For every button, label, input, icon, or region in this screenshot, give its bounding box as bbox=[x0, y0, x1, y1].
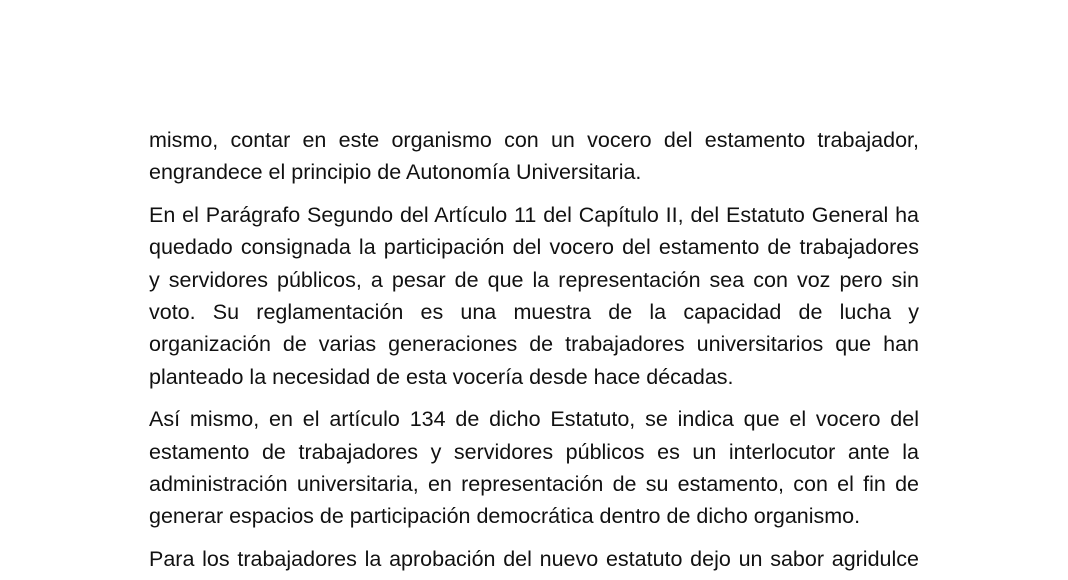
paragraph-line: organización de varias generaciones de trabajadores universitarios que han bbox=[149, 332, 919, 357]
paragraph-line: administración universitaria, en representación de su estamento, con el fin de bbox=[149, 471, 919, 496]
document-body bbox=[149, 124, 919, 575]
paragraph-line: generar espacios de participación democrática dentro de dicho organismo. bbox=[149, 504, 861, 529]
paragraph-line: quedado consignada la participación del vocero del estamento de trabajadores bbox=[149, 235, 919, 260]
paragraph-line: Así mismo, en el artículo 134 de dicho Estatuto, se indica que el vocero del bbox=[149, 407, 919, 432]
paragraph-line: Para los trabajadores la aprobación del nuevo estatuto dejo un sabor agridulce bbox=[149, 547, 919, 572]
paragraph-line: En el Parágrafo Segundo del Artículo 11 del Capítulo II, del Estatuto General ha bbox=[149, 203, 919, 228]
paragraph-2 bbox=[149, 199, 919, 393]
paragraph-line: mismo, contar en este organismo con un vocero del estamento trabajador, bbox=[149, 128, 919, 152]
paragraph-line: voto. Su reglamentación es una muestra de la capacidad de lucha y bbox=[149, 299, 919, 324]
paragraph-line: planteado la necesidad de esta vocería desde hace décadas. bbox=[149, 364, 734, 389]
paragraph-line: estamento de trabajadores y servidores públicos es un interlocutor ante la bbox=[149, 439, 919, 464]
paragraph-1 bbox=[149, 124, 919, 189]
paragraph-4 bbox=[149, 543, 919, 575]
paragraph-line: y servidores públicos, a pesar de que la representación sea con voz pero sin bbox=[149, 267, 919, 292]
paragraph-3 bbox=[149, 403, 919, 532]
paragraph-line: engrandece el principio de Autonomía Universitaria. bbox=[149, 160, 642, 185]
